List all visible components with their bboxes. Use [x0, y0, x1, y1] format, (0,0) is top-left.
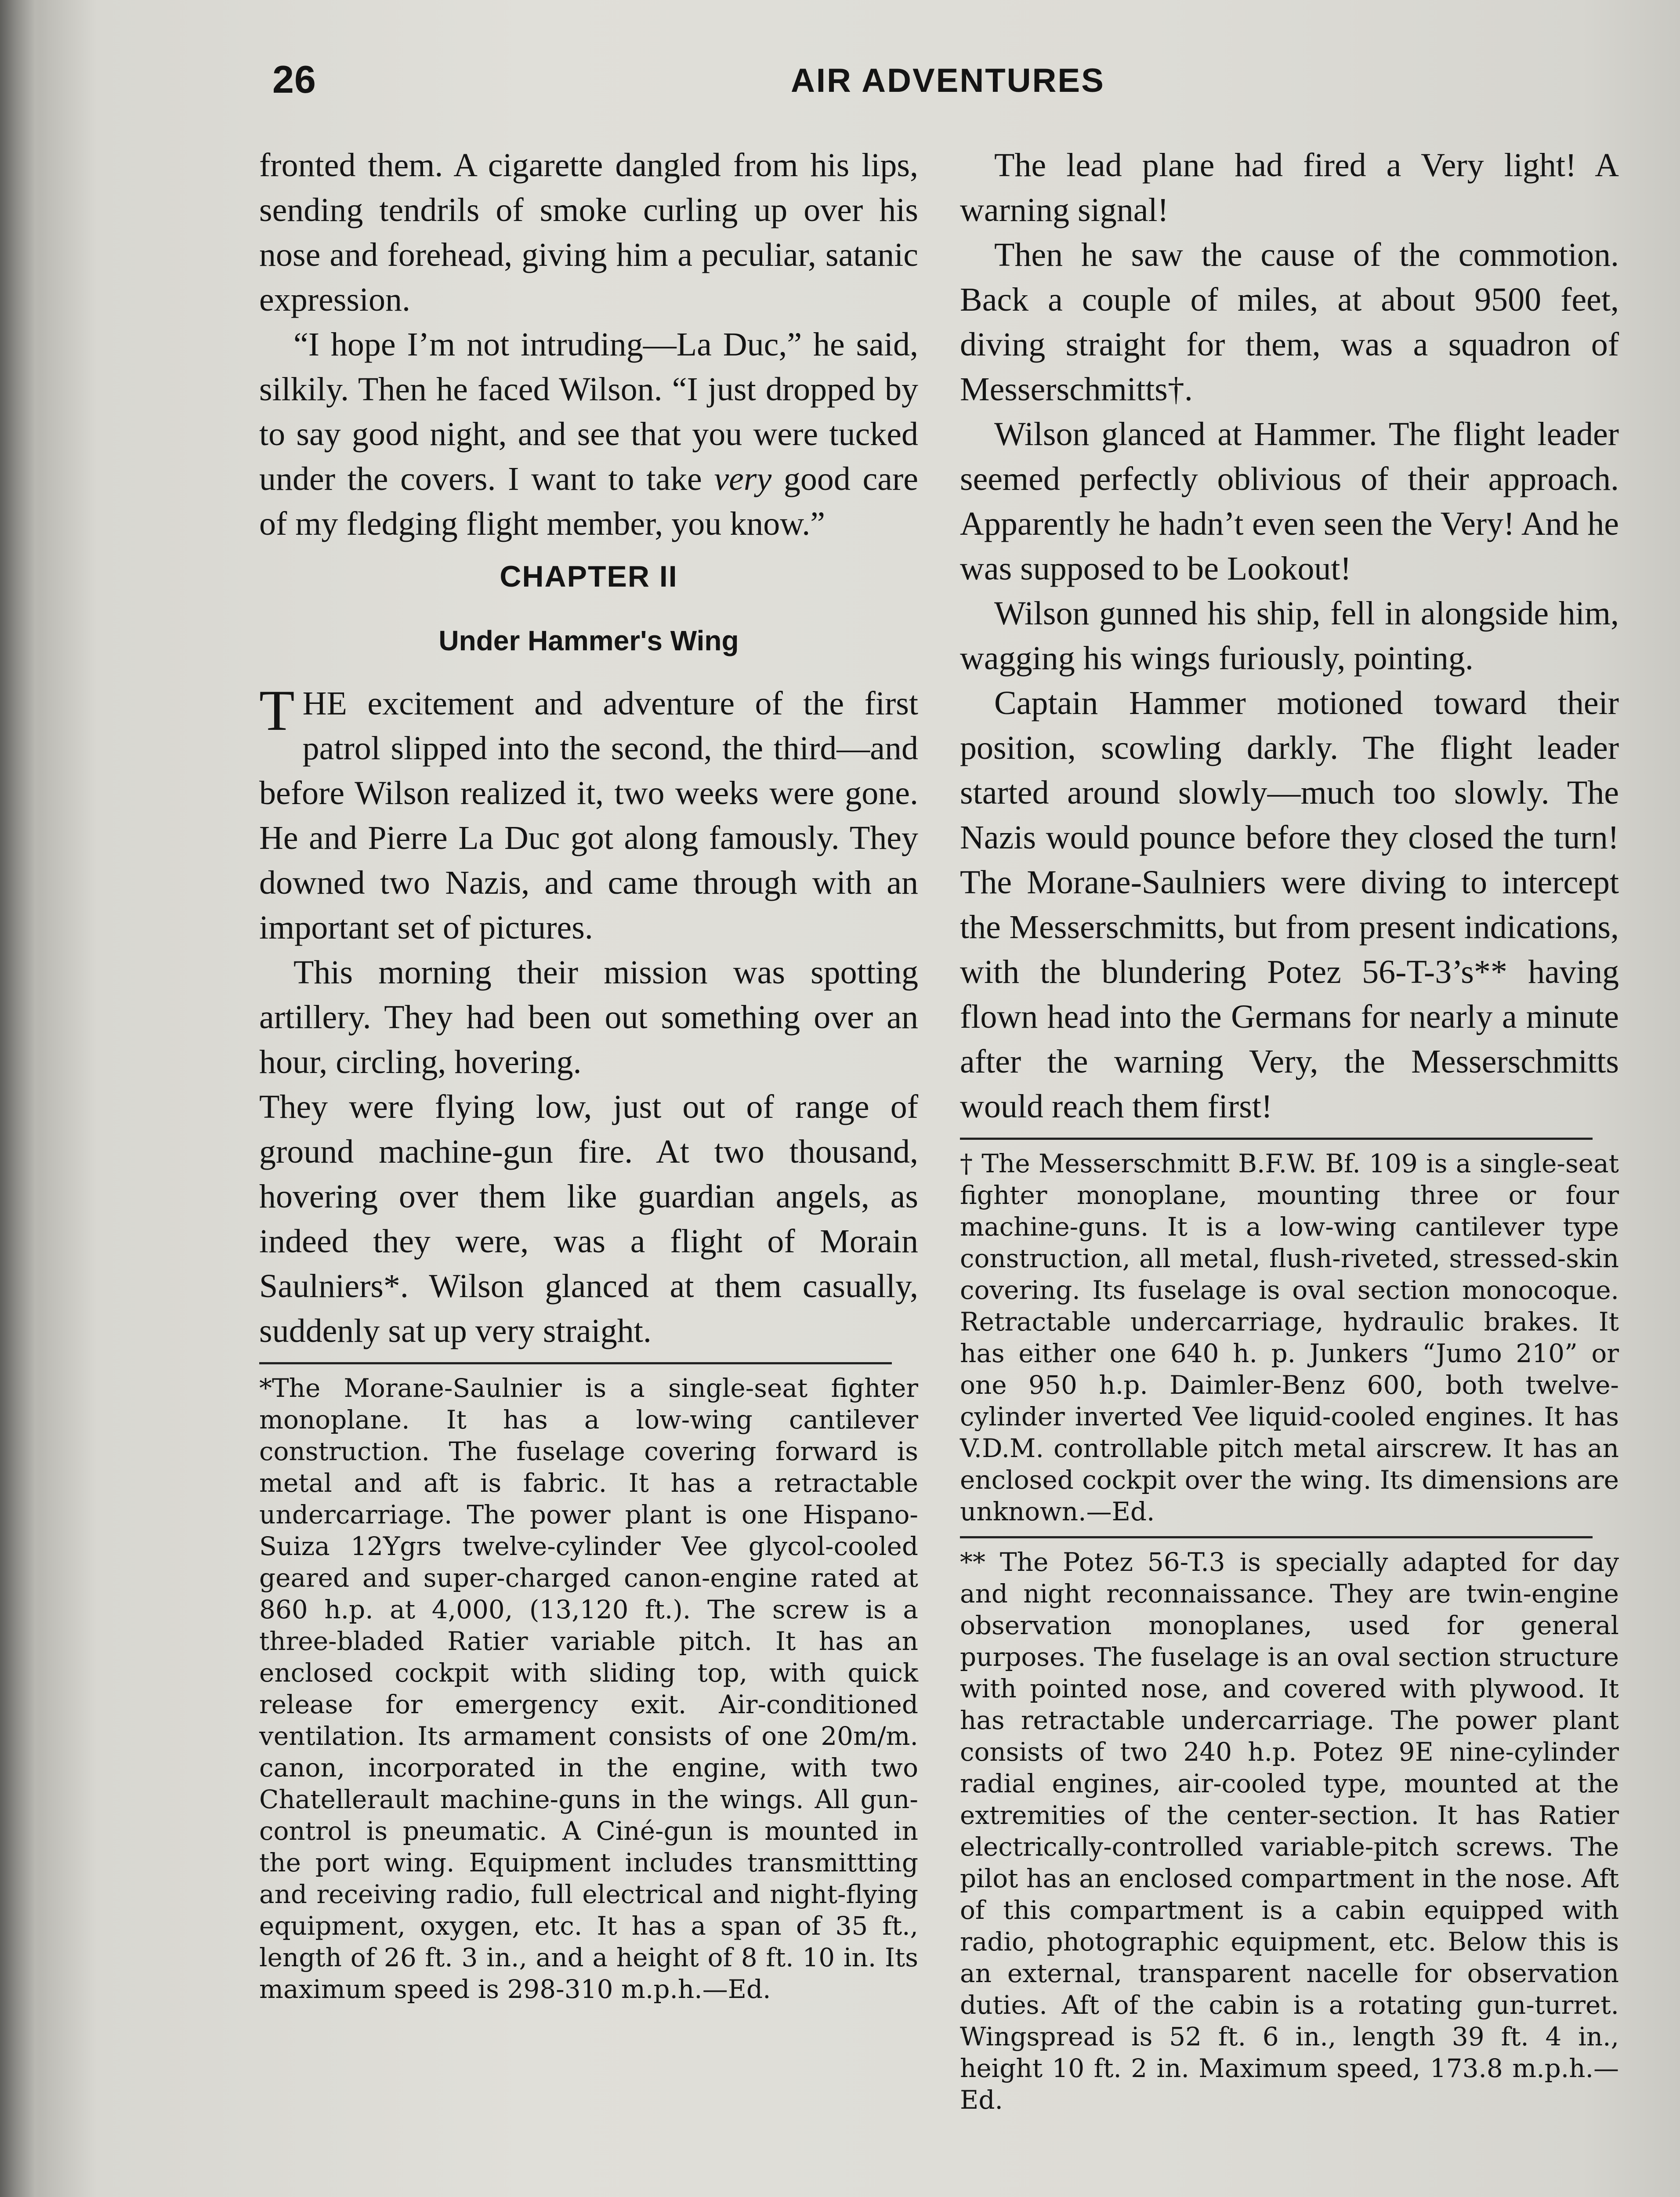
left-column-body [259, 143, 918, 546]
left-paragraph-4: They were flying low, just out of range of ground machine-gun fire. At two thousand, hovering over them like guardian angels, as indeed they were, was a flight of Morain Saulniers*. Wilson glanced at them casually, suddenly sat up very straight. [259, 1088, 918, 1349]
footnote-divider-right [960, 1138, 1593, 1140]
left-paragraph-2 [259, 322, 918, 546]
left-paragraph-3: This morning their mission was spotting artillery. They had been out something over an hour, circling, hovering. [259, 954, 918, 1080]
right-footnote-1: † The Messerschmitt B.F.W. Bf. 109 is a single-seat fighter monoplane, mounting three or four machine-guns. It is a low-wing cantilever type construction, all metal, flush-riveted, stressed-skin covering. Its fuselage is oval section monocoque. Retractable undercarriage, hydraulic brakes. It has either one 640 h. p. Junkers “Jumo 210” or one 950 h.p. Daimler-Benz 600, both twelve-cylinder inverted Vee liquid-cooled engines. It has V.D.M. controllable pitch metal airscrew. It has an enclosed cockpit over the wing. Its dimensions are unknown.—Ed. [960, 1149, 1619, 1526]
page-number: 26 [272, 58, 316, 101]
chapter-title: CHAPTER II [500, 560, 678, 593]
left-paragraph-2-text: “I hope I’m not intruding—La Duc,” he said, silkily. Then he faced Wilson. “I just dropped by to say good night, and see that you were tucked under the covers. I want to take very good care of my fledging flight member, you know.” [259, 326, 918, 542]
right-paragraph-2: Then he saw the cause of the commotion. Back a couple of miles, at about 9500 feet, diving straight for them, was a squadron of Messerschmitts†. [960, 236, 1619, 408]
left-column [259, 143, 918, 2005]
running-head: AIR ADVENTURES [791, 62, 1105, 99]
right-paragraph-3: Wilson glanced at Hammer. The flight leader seemed perfectly oblivious of their approach. Apparently he hadn’t even seen the Very! And he was supposed to be Lookout! [960, 416, 1619, 587]
right-footnote-2: ** The Potez 56-T.3 is specially adapted for day and night reconnaissance. They are twin-engine observation monoplanes, used for general purposes. The fuselage is an oval section structure with pointed nose, and covered with plywood. It has retractable undercarriage. The power plant consists of two 240 h.p. Potez 9E nine-cylinder radial engines, air-cooled type, mounted at the extremities of the center-section. It has Ratier electrically-controlled variable-pitch screws. The pilot has an enclosed compartment in the nose. Aft of this compartment is a cabin equipped with radio, photographic equipment, etc. Below this is an external, transparent nacelle for observation duties. Aft of the cabin is a rotating gun-turret. Wingspread is 52 ft. 6 in., length 39 ft. 4 in., height 10 ft. 2 in. Maximum speed, 173.8 m.p.h.—Ed. [960, 1547, 1619, 2115]
right-column [960, 143, 1619, 2116]
right-paragraph-1: The lead plane had fired a Very light! A warning signal! [960, 147, 1619, 228]
right-column-body [960, 143, 1619, 1129]
footnote-divider-left [259, 1362, 892, 1364]
right-paragraph-4: Wilson gunned his ship, fell in alongside him, wagging his wings furiously, pointing. [960, 595, 1619, 677]
page-shadow-edge [0, 0, 48, 2197]
dropcap-letter: T [259, 678, 295, 743]
left-column-body-after-dropcap [259, 950, 918, 1353]
left-paragraph-1: fronted them. A cigarette dangled from his lips, sending tendrils of smoke curling up over his nose and forehead, giving him a peculiar, satanic expression. [259, 147, 918, 318]
left-footnote: *The Morane-Saulnier is a single-seat fighter monoplane. It has a low-wing cantilever construction. The fuselage covering forward is metal and aft is fabric. It has a retractable undercarriage. The power plant is one Hispano-Suiza 12Ygrs twelve-cylinder Vee glycol-cooled geared and super-charged canon-engine rated at 860 h.p. at 4,000, (13,120 ft.). The screw is a three-bladed Ratier variable pitch. It has an enclosed cockpit with sliding top, with quick release for emergency exit. Air-conditioned ventilation. Its armament consists of one 20m/m. canon, incorporated in the engine, with two Chatellerault machine-guns in the wings. All gun-control is pneumatic. A Ciné-gun is mounted in the port wing. Equipment includes transmittting and receiving radio, full electrical and night-flying equipment, oxygen, etc. It has a span of 35 ft., length of 26 ft. 3 in., and a height of 8 ft. 10 in. Its maximum speed is 298-310 m.p.h.—Ed. [259, 1373, 918, 2004]
right-paragraph-5: Captain Hammer motioned toward their position, scowling darkly. The flight leader started around slowly—much too slowly. The Nazis would pounce before they closed the turn! The Morane-Saulniers were diving to intercept the Messerschmitts, but from present indications, with the blundering Potez 56-T-3’s** having flown head into the Germans for nearly a minute after the warning Very, the Messerschmitts would reach them first! [960, 685, 1619, 1125]
page-header [272, 57, 1612, 119]
chapter-subtitle: Under Hammer's Wing [438, 625, 739, 656]
footnote-divider-right-2 [960, 1536, 1593, 1538]
dropcap-paragraph [259, 678, 918, 950]
dropcap-rest: HE excitement and adventure of the first patrol slipped into the second, the third—and before Wilson realized it, two weeks were gone. He and Pierre La Duc got along famously. They downed two Nazis, and came through with an important set of pictures. [259, 685, 918, 946]
